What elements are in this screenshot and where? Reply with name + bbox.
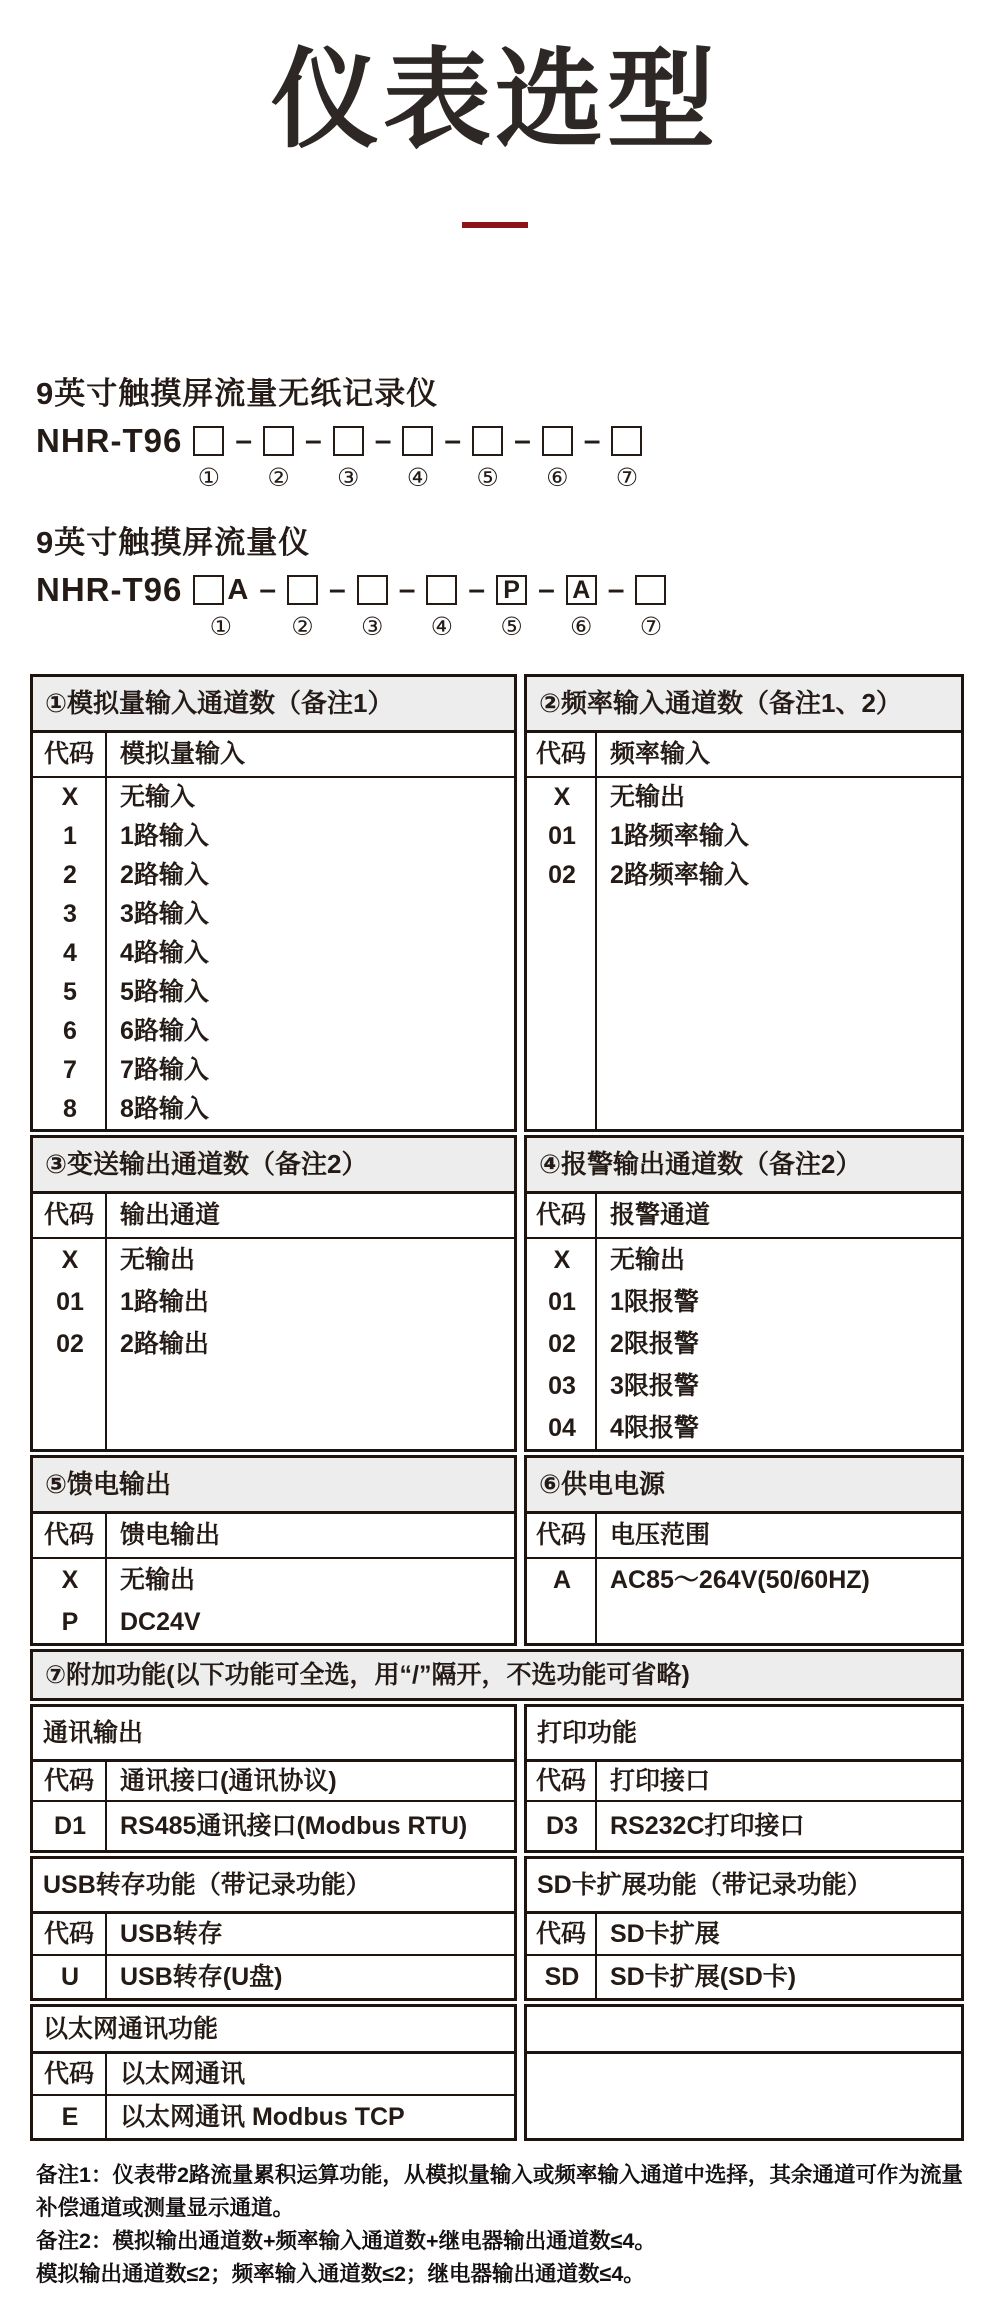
dash-separator: – [514, 424, 531, 458]
desc-value: 3路输入 [120, 900, 209, 929]
table-row [33, 1090, 514, 1129]
model-slot-5 [472, 425, 503, 491]
dash-separator: – [235, 424, 253, 458]
data-area [527, 1559, 961, 1643]
product-flowmeter [36, 517, 990, 640]
selection-table [30, 674, 964, 2141]
table-row [33, 1956, 514, 1998]
table-row [33, 778, 514, 817]
column-header-row [33, 1514, 514, 1559]
desc-header: 电压范围 [610, 1521, 711, 1550]
subsection-print [524, 1704, 964, 1853]
option-box-p: P [496, 575, 527, 605]
code-value: 01 [56, 1288, 84, 1317]
option-box [611, 426, 642, 456]
desc-value: 2路频率输入 [610, 861, 749, 890]
dash-separator: – [538, 573, 555, 607]
left-column [30, 674, 517, 1646]
dash-separator: – [444, 424, 462, 458]
model-slot-3 [333, 425, 364, 491]
table-row [33, 895, 514, 934]
desc-value: 4路输入 [120, 939, 209, 968]
slot-number: ⑥ [546, 464, 569, 493]
option-box [193, 426, 224, 456]
product-recorder [36, 368, 990, 491]
desc-value: 以太网通讯 Modbus TCP [120, 2103, 405, 2132]
section-header: ④报警输出通道数（备注2） [527, 1138, 961, 1194]
data-area [33, 2096, 514, 2138]
section-feed-output [30, 1455, 517, 1646]
desc-header: 报警通道 [610, 1201, 711, 1230]
slot-number: ② [267, 464, 290, 493]
title-accent-bar [462, 222, 528, 228]
model-prefix: NHR-T96 [36, 571, 183, 609]
table-row [527, 778, 961, 817]
option-box [287, 575, 318, 605]
right-column [524, 1704, 964, 2141]
section-7-subtables [30, 1704, 964, 2141]
code-value: E [61, 2103, 79, 2132]
subsection-header: 打印功能 [527, 1707, 961, 1762]
code-value: 03 [548, 1372, 576, 1401]
desc-value: 2路输出 [120, 1330, 209, 1359]
desc-header: USB转存 [120, 1920, 223, 1949]
footnotes [36, 2159, 990, 2291]
desc-value: 1路频率输入 [610, 822, 749, 851]
code-header: 代码 [527, 1514, 597, 1557]
code-value: X [61, 783, 79, 812]
desc-header: 馈电输出 [120, 1521, 221, 1550]
code-value: SD [544, 1963, 580, 1992]
product-name: 9英寸触摸屏流量仪 [36, 525, 311, 561]
desc-value: 3限报警 [610, 1372, 699, 1401]
table-row [33, 2096, 514, 2138]
left-column [30, 1704, 517, 2141]
desc-header: 模拟量输入 [120, 740, 246, 769]
option-box-a: A [566, 575, 597, 605]
code-value: X [553, 1246, 571, 1275]
option-box [426, 575, 457, 605]
model-slot-3 [357, 574, 388, 640]
desc-value: 无输入 [120, 783, 196, 812]
code-header: 代码 [33, 1762, 107, 1800]
section-header: ⑦附加功能(以下功能可全选，用“/”隔开，不选功能可省略) [33, 1652, 961, 1698]
desc-value: USB转存(U盘) [120, 1963, 283, 1992]
subsection-header: USB转存功能（带记录功能） [33, 1859, 514, 1914]
dash-separator: – [374, 424, 392, 458]
option-box [635, 575, 666, 605]
note-1-line-2: 补偿通道或测量显示通道。 [36, 2196, 295, 2221]
model-slot-7 [611, 425, 642, 491]
desc-value: 8路输入 [120, 1095, 209, 1124]
desc-value: 1路输入 [120, 822, 209, 851]
code-header: 代码 [33, 2054, 107, 2094]
subsection-header: 通讯输出 [33, 1707, 514, 1762]
code-value: 02 [548, 1330, 576, 1359]
code-value: 5 [63, 978, 77, 1007]
product-name: 9英寸触摸屏流量无纸记录仪 [36, 376, 439, 412]
option-box [193, 575, 224, 605]
model-slot-5 [496, 574, 527, 640]
data-area [33, 1956, 514, 1998]
desc-header: 通讯接口(通讯协议) [120, 1767, 337, 1796]
table-row [33, 1323, 514, 1365]
subsection-ethernet [30, 2004, 517, 2141]
code-value: 4 [63, 939, 77, 968]
code-value: 02 [56, 1330, 84, 1359]
desc-value: 4限报警 [610, 1414, 699, 1443]
model-slot-1 [193, 574, 248, 640]
code-value: 6 [63, 1017, 77, 1046]
slot-number: ⑥ [570, 613, 593, 642]
data-area [527, 778, 961, 1129]
section-header: ⑤馈电输出 [33, 1458, 514, 1514]
slot-number: ③ [360, 613, 384, 642]
slot-number: ⑦ [615, 464, 639, 493]
code-value: 7 [63, 1056, 77, 1085]
table-row [33, 1281, 514, 1323]
section-frequency-input [524, 674, 964, 1132]
table-row [33, 1012, 514, 1051]
code-value: 3 [63, 900, 77, 929]
table-row [33, 1802, 514, 1850]
data-area [33, 1239, 514, 1449]
model-slot-2 [287, 574, 318, 640]
dash-separator: – [607, 573, 625, 607]
slot-number: ⑤ [500, 613, 523, 642]
note-2-line-1: 备注2：模拟输出通道数+频率输入通道数+继电器输出通道数≤4。 [36, 2229, 656, 2254]
code-value: 04 [548, 1414, 576, 1443]
section-header: ⑥供电电源 [527, 1458, 961, 1514]
desc-value: 无输出 [610, 1246, 686, 1275]
table-row [527, 1239, 961, 1281]
table-row [33, 1601, 514, 1643]
column-header-row [527, 1194, 961, 1239]
model-slot-1 [193, 425, 224, 491]
model-slot-4 [402, 425, 433, 491]
code-value: X [61, 1246, 79, 1275]
option-box [542, 426, 573, 456]
desc-header: 频率输入 [610, 740, 711, 769]
dash-separator: – [468, 573, 486, 607]
dash-separator: – [305, 424, 322, 458]
desc-value: 2限报警 [610, 1330, 699, 1359]
section-header: ③变送输出通道数（备注2） [33, 1138, 514, 1194]
option-box [357, 575, 388, 605]
empty-cell [527, 2007, 961, 2054]
subsection-header: 以太网通讯功能 [33, 2007, 514, 2054]
desc-header: 输出通道 [120, 1201, 221, 1230]
sections-1-6 [30, 674, 964, 1646]
code-value: X [61, 1566, 79, 1595]
table-row [33, 817, 514, 856]
slot-number: ⑦ [639, 613, 663, 642]
table-row [527, 1323, 961, 1365]
option-box [472, 426, 503, 456]
section-header: ②频率输入通道数（备注1、2） [527, 677, 961, 733]
code-value: A [552, 1566, 572, 1595]
column-header-row [33, 1914, 514, 1956]
model-slot-7 [635, 574, 666, 640]
desc-value: 6路输入 [120, 1017, 209, 1046]
section-additional-functions [30, 1649, 964, 1701]
subsection-usb [30, 1856, 517, 2001]
code-header: 代码 [33, 1194, 107, 1237]
desc-value: 2路输入 [120, 861, 209, 890]
table-row [33, 934, 514, 973]
code-value: X [553, 783, 571, 812]
table-row [527, 1365, 961, 1407]
table-row [527, 817, 961, 856]
option-box [263, 426, 294, 456]
code-header: 代码 [527, 1914, 597, 1954]
column-header-row [33, 2054, 514, 2096]
right-column [524, 674, 964, 1646]
desc-value: 无输出 [120, 1566, 196, 1595]
desc-value: RS232C打印接口 [610, 1812, 805, 1841]
subsection-header: SD卡扩展功能（带记录功能） [527, 1859, 961, 1914]
data-area [33, 778, 514, 1129]
table-row [33, 856, 514, 895]
column-header-row [33, 1194, 514, 1239]
code-value: 02 [548, 861, 576, 890]
slot-number: ② [291, 613, 314, 642]
section-alarm-output [524, 1135, 964, 1452]
model-code-row [36, 571, 990, 642]
subsection-comm-output [30, 1704, 517, 1853]
desc-value: 7路输入 [120, 1056, 209, 1085]
empty-block [524, 2004, 964, 2141]
note-2-line-2: 模拟输出通道数≤2；频率输入通道数≤2；继电器输出通道数≤4。 [36, 2262, 645, 2287]
fixed-code-a: A [227, 574, 249, 607]
section-analog-input [30, 674, 517, 1132]
code-header: 代码 [527, 1194, 597, 1237]
dash-separator: – [259, 573, 276, 607]
desc-value: AC85～264V(50/60HZ) [610, 1566, 870, 1595]
model-slot-2 [263, 425, 294, 491]
table-row [527, 1281, 961, 1323]
desc-value: RS485通讯接口(Modbus RTU) [120, 1812, 468, 1841]
subsection-sd-card [524, 1856, 964, 2001]
section-header: ①模拟量输入通道数（备注1） [33, 677, 514, 733]
desc-header: SD卡扩展 [610, 1920, 720, 1949]
code-header: 代码 [33, 1914, 107, 1954]
empty-cell [527, 2054, 961, 2138]
code-value: 01 [548, 822, 576, 851]
code-value: 1 [63, 822, 77, 851]
desc-value: 1限报警 [610, 1288, 699, 1317]
slot-number: ① [197, 464, 221, 493]
column-header-row [33, 733, 514, 778]
dash-separator: – [329, 573, 346, 607]
desc-value: 无输出 [120, 1246, 196, 1275]
column-header-row [527, 733, 961, 778]
code-value: D3 [546, 1812, 578, 1841]
data-area [527, 1956, 961, 1998]
option-box [402, 426, 433, 456]
code-value: P [61, 1608, 79, 1637]
table-row [527, 1407, 961, 1449]
desc-value: 1路输出 [120, 1288, 209, 1317]
note-1-line-1: 备注1：仪表带2路流量累积运算功能，从模拟量输入或频率输入通道中选择，其余通道可作为流量 [36, 2163, 963, 2188]
code-value: 2 [63, 861, 77, 890]
desc-value: 5路输入 [120, 978, 209, 1007]
option-box [333, 426, 364, 456]
code-header: 代码 [527, 1762, 597, 1800]
data-area [527, 1802, 961, 1850]
slot-number: ④ [406, 464, 430, 493]
slot-number: ① [209, 613, 233, 642]
model-diagrams [36, 368, 990, 640]
data-area [33, 1802, 514, 1850]
model-slot-6 [542, 425, 573, 491]
desc-header: 打印接口 [610, 1767, 711, 1796]
slot-number: ⑤ [476, 464, 499, 493]
table-row [527, 856, 961, 895]
table-row [33, 973, 514, 1012]
desc-value: DC24V [120, 1608, 201, 1637]
model-slot-4 [426, 574, 457, 640]
column-header-row [527, 1762, 961, 1802]
code-value: 01 [548, 1288, 576, 1317]
desc-header: 以太网通讯 [120, 2060, 246, 2089]
table-row [33, 1051, 514, 1090]
page-title: 仪表选型 [270, 39, 719, 160]
model-code-row [36, 422, 990, 493]
table-row [527, 1559, 961, 1601]
model-prefix: NHR-T96 [36, 422, 183, 460]
model-slot-6 [566, 574, 597, 640]
desc-value: SD卡扩展(SD卡) [610, 1963, 797, 1992]
column-header-row [33, 1762, 514, 1802]
table-row [527, 1802, 961, 1850]
table-row [527, 1956, 961, 1998]
code-header: 代码 [527, 733, 597, 776]
desc-value: 无输出 [610, 783, 686, 812]
code-value: 8 [63, 1095, 77, 1124]
code-value: D1 [54, 1812, 86, 1841]
slot-number: ③ [337, 464, 360, 493]
code-header: 代码 [33, 733, 107, 776]
section-transmit-output [30, 1135, 517, 1452]
data-area [33, 1559, 514, 1643]
slot-number: ④ [430, 613, 454, 642]
dash-separator: – [583, 424, 601, 458]
code-header: 代码 [33, 1514, 107, 1557]
section-power-supply [524, 1455, 964, 1646]
code-value: U [60, 1963, 80, 1992]
table-row [33, 1239, 514, 1281]
column-header-row [527, 1914, 961, 1956]
table-row [33, 1559, 514, 1601]
column-header-row [527, 1514, 961, 1559]
data-area [527, 1239, 961, 1449]
dash-separator: – [398, 573, 416, 607]
